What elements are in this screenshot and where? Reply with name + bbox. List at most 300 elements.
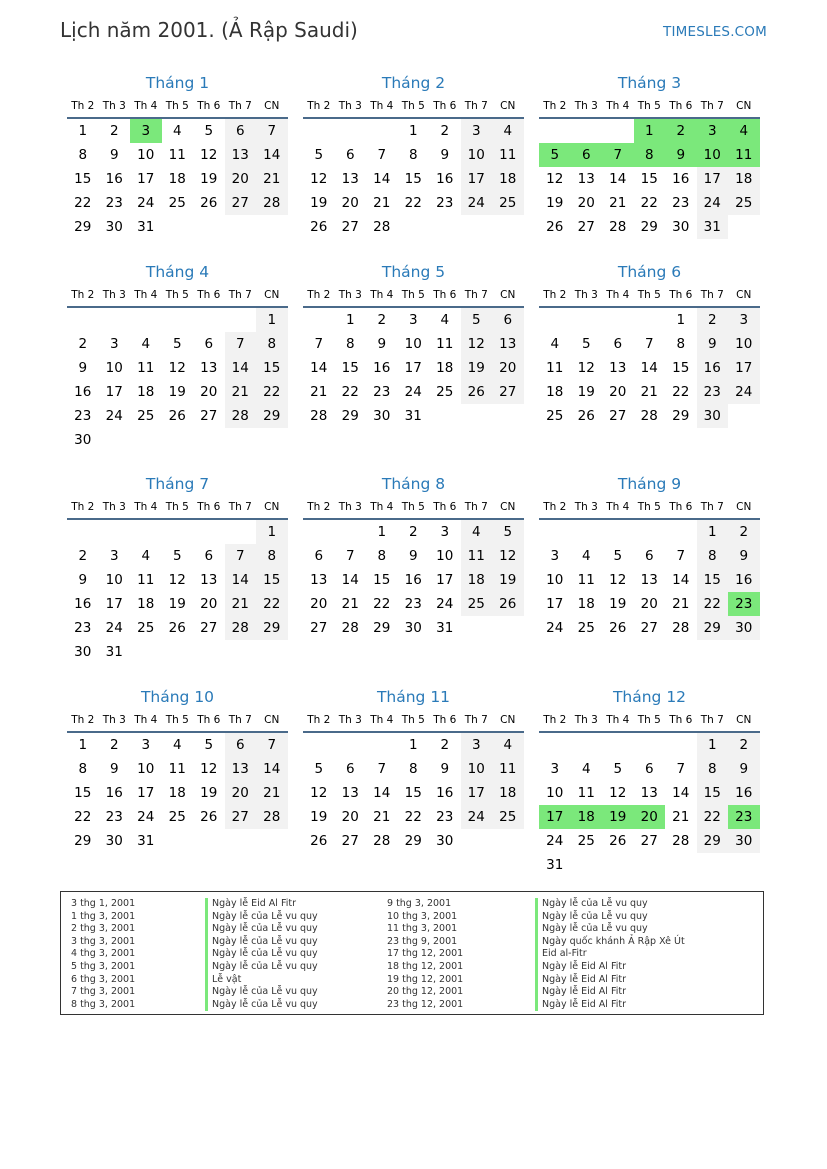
day-cell: 15 (697, 568, 729, 592)
weekday-header (303, 496, 524, 518)
day-cell: 26 (310, 219, 328, 235)
weekday-label: Th 2 (543, 501, 567, 513)
day-cell: 7 (225, 332, 257, 356)
weekday-label: CN (264, 714, 280, 726)
day-cell: 3 (461, 733, 493, 757)
day-cell: 8 (634, 143, 666, 167)
day-cell: 18 (137, 596, 155, 612)
day-cell: 12 (609, 785, 627, 801)
day-cell: 10 (105, 572, 123, 588)
weekday-label: Th 2 (307, 100, 331, 112)
days-grid (67, 119, 288, 239)
day-cell: 22 (74, 809, 92, 825)
day-cell: 21 (373, 195, 391, 211)
day-cell: 9 (377, 336, 387, 352)
legend-date: 3 thg 1, 2001 (71, 898, 136, 909)
legend-holiday-name: Ngày lễ của Lễ vu quy (205, 999, 318, 1012)
day-cell: 11 (168, 761, 186, 777)
day-cell: 28 (373, 833, 391, 849)
month-calendar (67, 686, 288, 853)
legend-date: 1 thg 3, 2001 (71, 910, 136, 922)
day-cell: 17 (728, 356, 760, 380)
weekday-label: Th 4 (370, 714, 394, 726)
empty-cell (225, 520, 257, 544)
month-title: Tháng 12 (612, 688, 687, 706)
legend-holiday-name: Ngày quốc khánh Ả Rập Xê Út (535, 936, 685, 949)
day-cell: 15 (256, 568, 288, 592)
day-cell: 23 (697, 380, 729, 404)
day-cell: 19 (168, 384, 186, 400)
page-title: Lịch năm 2001. (Ả Rập Saudi) (60, 18, 358, 42)
day-cell: 25 (168, 809, 186, 825)
weekday-label: Th 3 (338, 501, 362, 513)
weekday-label: Th 3 (574, 714, 598, 726)
day-cell: 7 (602, 143, 634, 167)
weekday-header (539, 709, 760, 731)
legend-date: 6 thg 3, 2001 (71, 973, 136, 985)
day-cell: 31 (137, 219, 155, 235)
day-cell: 28 (672, 833, 690, 849)
day-cell: 25 (728, 191, 760, 215)
month-title: Tháng 1 (145, 74, 210, 92)
day-cell: 12 (492, 544, 524, 568)
day-cell: 9 (78, 360, 88, 376)
day-cell: 4 (141, 336, 151, 352)
day-cell: 14 (310, 360, 328, 376)
day-cell: 9 (408, 548, 418, 564)
day-cell: 15 (404, 171, 422, 187)
day-cell: 25 (137, 408, 155, 424)
month-calendar (303, 473, 524, 640)
weekday-header (303, 284, 524, 306)
empty-cell (539, 733, 571, 757)
day-cell: 27 (225, 805, 257, 829)
month-calendar (67, 261, 288, 452)
weekday-label: Th 5 (637, 714, 661, 726)
weekday-label: Th 5 (637, 501, 661, 513)
day-cell: 21 (672, 596, 690, 612)
legend-holiday-name: Ngày lễ Eid Al Fitr (205, 898, 318, 911)
empty-cell (539, 520, 571, 544)
day-cell: 24 (436, 596, 454, 612)
weekday-label: CN (736, 714, 752, 726)
day-cell: 30 (373, 408, 391, 424)
day-cell: 26 (200, 809, 218, 825)
month-calendar (303, 686, 524, 853)
day-cell: 1 (256, 520, 288, 544)
day-cell: 5 (314, 761, 324, 777)
weekday-label: Th 5 (165, 501, 189, 513)
weekday-label: Th 7 (228, 501, 252, 513)
day-cell: 28 (640, 408, 658, 424)
legend-left-dates (71, 898, 135, 1011)
day-cell: 26 (200, 195, 218, 211)
days-grid (67, 733, 288, 853)
day-cell: 26 (168, 408, 186, 424)
day-cell: 5 (172, 548, 182, 564)
day-cell: 26 (609, 833, 627, 849)
legend-date: 18 thg 12, 2001 (387, 960, 464, 972)
month-title: Tháng 5 (381, 263, 446, 281)
day-cell: 21 (373, 809, 391, 825)
month-calendar (539, 686, 760, 877)
day-cell: 8 (256, 544, 288, 568)
day-cell: 25 (168, 195, 186, 211)
day-cell: 22 (74, 195, 92, 211)
day-cell: 5 (492, 520, 524, 544)
month-calendar (539, 72, 760, 239)
day-cell: 17 (697, 167, 729, 191)
day-cell: 8 (408, 761, 418, 777)
day-cell: 30 (728, 829, 760, 853)
day-cell: 28 (256, 805, 288, 829)
day-cell: 3 (728, 308, 760, 332)
day-cell: 10 (461, 757, 493, 781)
weekday-label: Th 7 (700, 714, 724, 726)
weekday-header (539, 95, 760, 117)
day-cell: 30 (436, 833, 454, 849)
day-cell: 24 (137, 809, 155, 825)
day-cell: 5 (613, 548, 623, 564)
days-grid (539, 119, 760, 239)
empty-cell (162, 520, 194, 544)
day-cell: 16 (74, 384, 92, 400)
empty-cell (130, 520, 162, 544)
day-cell: 6 (225, 733, 257, 757)
day-cell: 7 (644, 336, 654, 352)
day-cell: 10 (105, 360, 123, 376)
day-cell: 2 (78, 548, 88, 564)
weekday-label: Th 3 (338, 289, 362, 301)
day-cell: 5 (204, 737, 214, 753)
day-cell: 17 (404, 360, 422, 376)
day-cell: 31 (404, 408, 422, 424)
day-cell: 20 (640, 596, 658, 612)
day-cell: 11 (577, 572, 595, 588)
day-cell: 16 (404, 572, 422, 588)
day-cell: 1 (408, 123, 418, 139)
day-cell: 21 (640, 384, 658, 400)
day-cell: 30 (728, 616, 760, 640)
brand-link[interactable]: TIMESLES.COM (663, 24, 767, 40)
weekday-label: Th 3 (338, 100, 362, 112)
legend-date: 23 thg 12, 2001 (387, 998, 464, 1010)
day-cell: 27 (200, 620, 218, 636)
legend-date: 9 thg 3, 2001 (387, 898, 452, 909)
day-cell: 3 (550, 548, 560, 564)
day-cell: 11 (137, 360, 155, 376)
day-cell: 22 (404, 195, 422, 211)
day-cell: 30 (105, 219, 123, 235)
empty-cell (602, 308, 634, 332)
legend-holiday-name: Ngày lễ Eid Al Fitr (535, 986, 685, 999)
day-cell: 14 (225, 568, 257, 592)
day-cell: 1 (345, 312, 355, 328)
days-grid (67, 520, 288, 664)
weekday-label: Th 5 (401, 289, 425, 301)
day-cell: 20 (492, 356, 524, 380)
day-cell: 12 (461, 332, 493, 356)
days-grid (303, 119, 524, 239)
legend-holiday-name: Ngày lễ của Lễ vu quy (535, 923, 685, 936)
day-cell: 20 (634, 805, 666, 829)
day-cell: 2 (440, 123, 450, 139)
day-cell: 16 (436, 785, 454, 801)
day-cell: 20 (225, 781, 257, 805)
legend-holiday-name: Lễ vật (205, 974, 318, 987)
weekday-label: Th 5 (401, 501, 425, 513)
weekday-label: Th 6 (433, 501, 457, 513)
weekday-label: Th 3 (102, 714, 126, 726)
day-cell: 13 (492, 332, 524, 356)
day-cell: 18 (577, 596, 595, 612)
weekday-label: Th 6 (197, 501, 221, 513)
day-cell: 6 (571, 143, 603, 167)
weekday-label: Th 2 (71, 501, 95, 513)
day-cell: 3 (461, 119, 493, 143)
day-cell: 28 (341, 620, 359, 636)
weekday-label: Th 4 (134, 501, 158, 513)
month-calendar (303, 261, 524, 428)
day-cell: 30 (404, 620, 422, 636)
weekday-label: Th 5 (165, 289, 189, 301)
day-cell: 18 (137, 384, 155, 400)
day-cell: 31 (137, 833, 155, 849)
day-cell: 13 (225, 757, 257, 781)
day-cell: 7 (256, 733, 288, 757)
day-cell: 7 (345, 548, 355, 564)
day-cell: 21 (225, 592, 257, 616)
empty-cell (99, 520, 131, 544)
day-cell: 27 (200, 408, 218, 424)
day-cell: 6 (345, 761, 355, 777)
legend-holiday-name: Ngày lễ Eid Al Fitr (535, 999, 685, 1012)
day-cell: 6 (204, 336, 214, 352)
day-cell: 21 (341, 596, 359, 612)
weekday-label: CN (500, 714, 516, 726)
day-cell: 10 (546, 785, 564, 801)
day-cell: 15 (256, 356, 288, 380)
weekday-label: Th 7 (228, 289, 252, 301)
day-cell: 25 (492, 805, 524, 829)
day-cell: 27 (225, 191, 257, 215)
weekday-label: Th 2 (71, 100, 95, 112)
weekday-label: Th 2 (71, 289, 95, 301)
day-cell: 17 (137, 171, 155, 187)
month-calendar (67, 473, 288, 664)
legend-date: 11 thg 3, 2001 (387, 923, 458, 935)
weekday-label: Th 3 (574, 289, 598, 301)
day-cell: 27 (640, 620, 658, 636)
day-cell: 23 (74, 408, 92, 424)
weekday-label: CN (500, 289, 516, 301)
day-cell: 31 (105, 644, 123, 660)
weekday-label: Th 4 (134, 100, 158, 112)
days-grid (67, 308, 288, 452)
empty-cell (571, 119, 603, 143)
legend-date: 3 thg 3, 2001 (71, 935, 136, 947)
day-cell: 20 (200, 596, 218, 612)
day-cell: 1 (78, 737, 88, 753)
day-cell: 24 (546, 833, 564, 849)
day-cell: 1 (697, 520, 729, 544)
day-cell: 25 (461, 592, 493, 616)
weekday-label: Th 6 (433, 714, 457, 726)
day-cell: 8 (697, 544, 729, 568)
day-cell: 14 (373, 785, 391, 801)
legend-holiday-name: Ngày lễ của Lễ vu quy (205, 923, 318, 936)
weekday-label: Th 3 (102, 289, 126, 301)
day-cell: 2 (697, 308, 729, 332)
day-cell: 13 (200, 572, 218, 588)
weekday-label: Th 6 (433, 100, 457, 112)
day-cell: 29 (74, 219, 92, 235)
day-cell: 9 (665, 143, 697, 167)
day-cell: 8 (256, 332, 288, 356)
day-cell: 12 (200, 761, 218, 777)
day-cell: 6 (492, 308, 524, 332)
day-cell: 2 (728, 520, 760, 544)
empty-cell (335, 733, 367, 757)
empty-cell (225, 308, 257, 332)
day-cell: 17 (105, 384, 123, 400)
day-cell: 6 (345, 147, 355, 163)
day-cell: 8 (78, 147, 88, 163)
legend-holiday-name: Ngày lễ Eid Al Fitr (535, 961, 685, 974)
weekday-header (67, 284, 288, 306)
day-cell: 9 (109, 761, 119, 777)
empty-cell (634, 308, 666, 332)
day-cell: 24 (105, 620, 123, 636)
days-grid (539, 308, 760, 428)
weekday-label: CN (264, 501, 280, 513)
day-cell: 14 (373, 171, 391, 187)
weekday-label: Th 6 (669, 714, 693, 726)
day-cell: 11 (577, 785, 595, 801)
month-calendar (67, 72, 288, 239)
day-cell: 16 (436, 171, 454, 187)
day-cell: 19 (200, 785, 218, 801)
legend-left-names (205, 898, 318, 1011)
day-cell: 27 (341, 219, 359, 235)
day-cell: 19 (310, 809, 328, 825)
day-cell: 13 (640, 572, 658, 588)
day-cell: 16 (105, 785, 123, 801)
day-cell: 6 (644, 548, 654, 564)
empty-cell (67, 308, 99, 332)
month-calendar (539, 261, 760, 428)
day-cell: 17 (105, 596, 123, 612)
weekday-label: Th 7 (464, 501, 488, 513)
day-cell: 18 (168, 785, 186, 801)
empty-cell (602, 520, 634, 544)
day-cell: 28 (256, 191, 288, 215)
day-cell: 7 (225, 544, 257, 568)
day-cell: 29 (373, 620, 391, 636)
empty-cell (99, 308, 131, 332)
day-cell: 18 (461, 568, 493, 592)
day-cell: 9 (440, 147, 450, 163)
day-cell: 8 (676, 336, 686, 352)
weekday-label: Th 2 (543, 100, 567, 112)
day-cell: 5 (581, 336, 591, 352)
day-cell: 12 (310, 171, 328, 187)
day-cell: 16 (728, 568, 760, 592)
days-grid (303, 520, 524, 640)
day-cell: 14 (256, 757, 288, 781)
day-cell: 8 (78, 761, 88, 777)
empty-cell (303, 520, 335, 544)
day-cell: 2 (728, 733, 760, 757)
day-cell: 2 (665, 119, 697, 143)
weekday-label: CN (736, 289, 752, 301)
empty-cell (335, 119, 367, 143)
day-cell: 22 (256, 592, 288, 616)
day-cell: 1 (676, 312, 686, 328)
day-cell: 2 (78, 336, 88, 352)
weekday-header (67, 95, 288, 117)
weekday-label: Th 2 (307, 501, 331, 513)
day-cell: 6 (613, 336, 623, 352)
weekday-label: Th 2 (307, 714, 331, 726)
weekday-label: Th 5 (165, 714, 189, 726)
weekday-label: CN (264, 289, 280, 301)
day-cell: 21 (256, 781, 288, 805)
day-cell: 7 (377, 761, 387, 777)
days-grid (539, 520, 760, 640)
day-cell: 13 (200, 360, 218, 376)
month-title: Tháng 3 (617, 74, 682, 92)
weekday-label: Th 5 (637, 289, 661, 301)
empty-cell (366, 733, 398, 757)
day-cell: 21 (310, 384, 328, 400)
day-cell: 4 (581, 761, 591, 777)
day-cell: 12 (200, 147, 218, 163)
empty-cell (602, 119, 634, 143)
weekday-label: Th 3 (574, 501, 598, 513)
day-cell: 27 (640, 833, 658, 849)
weekday-label: Th 7 (700, 501, 724, 513)
day-cell: 29 (697, 829, 729, 853)
weekday-header (303, 709, 524, 731)
weekday-label: Th 7 (700, 100, 724, 112)
day-cell: 8 (345, 336, 355, 352)
days-grid (303, 308, 524, 428)
day-cell: 23 (728, 592, 760, 616)
day-cell: 5 (461, 308, 493, 332)
day-cell: 13 (341, 785, 359, 801)
day-cell: 7 (314, 336, 324, 352)
day-cell: 4 (550, 336, 560, 352)
legend-date: 2 thg 3, 2001 (71, 923, 136, 935)
day-cell: 17 (436, 572, 454, 588)
day-cell: 3 (440, 524, 450, 540)
days-grid (539, 733, 760, 877)
day-cell: 18 (168, 171, 186, 187)
weekday-label: Th 4 (370, 100, 394, 112)
day-cell: 28 (609, 219, 627, 235)
day-cell: 3 (130, 119, 162, 143)
day-cell: 27 (577, 219, 595, 235)
day-cell: 28 (310, 408, 328, 424)
empty-cell (303, 119, 335, 143)
day-cell: 14 (672, 572, 690, 588)
month-title: Tháng 4 (145, 263, 210, 281)
empty-cell (303, 733, 335, 757)
weekday-label: Th 4 (370, 501, 394, 513)
day-cell: 16 (373, 360, 391, 376)
day-cell: 6 (314, 548, 324, 564)
